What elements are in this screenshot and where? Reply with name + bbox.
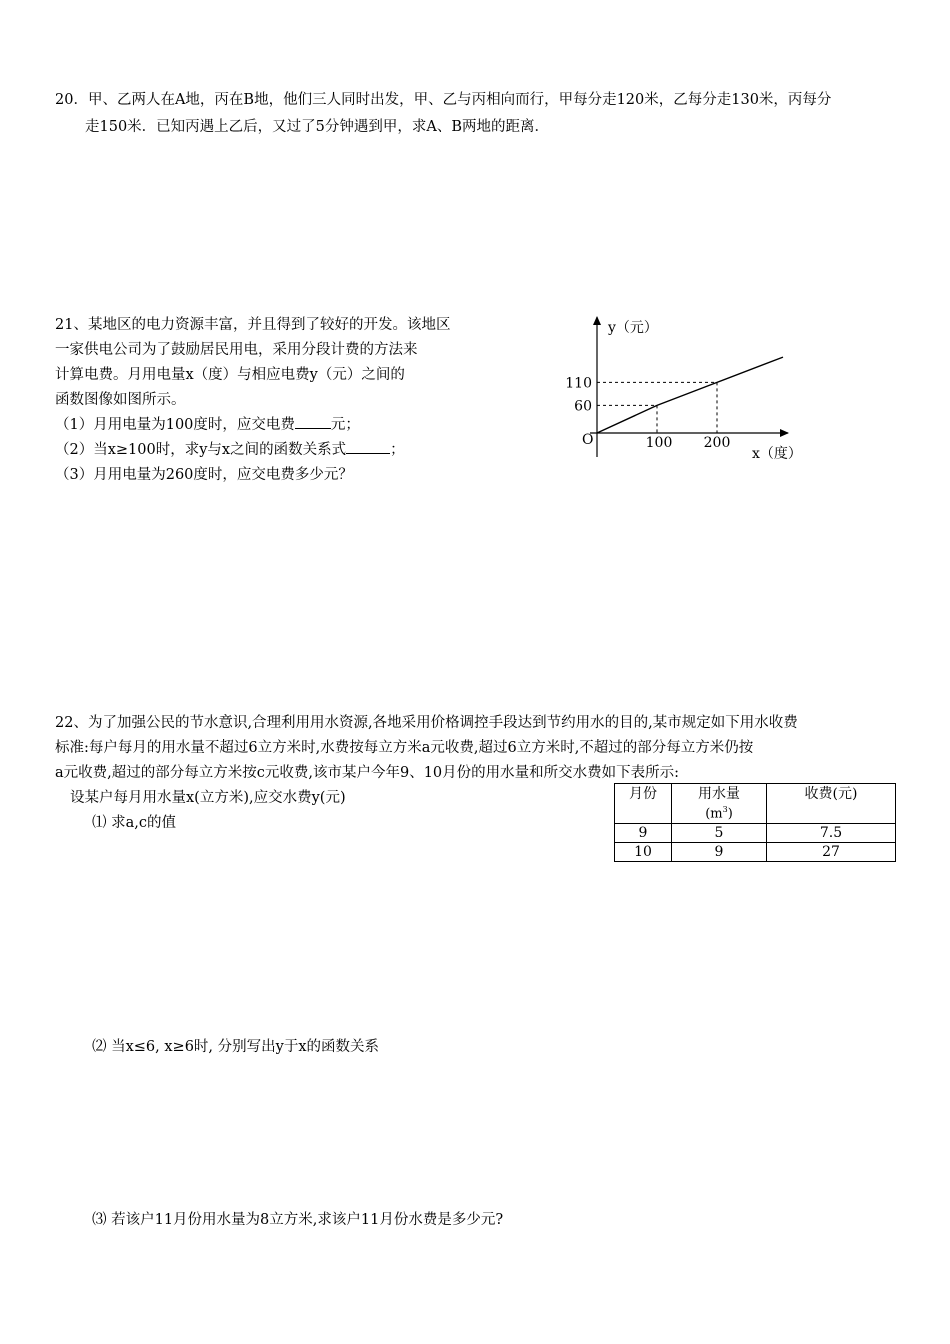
table-header-row	[615, 784, 896, 824]
table-cell: 27	[767, 843, 896, 862]
q21-part1-answer-blank[interactable]	[295, 414, 331, 429]
q21-part1-unit: 元；	[330, 417, 360, 433]
header-month: 月份	[615, 784, 672, 824]
origin-label: O	[582, 432, 594, 448]
table-cell: 9	[672, 843, 767, 862]
q22-stem-line: 标准:每户每月的用水量不超过6立方米时,水费按每立方米a元收费,超过6立方米时,不超过的部分每立方米仍按	[55, 740, 754, 756]
x-axis-label: x（度）	[752, 446, 802, 462]
q22-part1: ⑴ 求a,c的值	[92, 815, 176, 831]
table-row	[615, 824, 896, 843]
q22-setup: 设某户每月用水量x(立方米),应交水费y(元)	[70, 790, 346, 806]
table-cell: 10	[615, 843, 672, 862]
q21-stem-line: 21、某地区的电力资源丰富，并且得到了较好的开发。该地区	[55, 317, 451, 333]
table-row	[615, 843, 896, 862]
q21-part2	[55, 438, 450, 463]
q22-part3: ⑶ 若该户11月份用水量为8立方米,求该户11月份水费是多少元?	[92, 1212, 504, 1228]
q21-part1	[55, 413, 450, 438]
y-axis-label: y（元）	[608, 320, 658, 336]
y-tick-label-110: 110	[565, 375, 592, 392]
q21-part2-text: （2）当x≥100时，求y与x之间的函数关系式	[55, 442, 347, 458]
q20-line1: 20．甲、乙两人在A地，丙在B地，他们三人同时出发，甲、乙与丙相向而行，甲每分走120米，乙每分走130米，丙每分	[55, 92, 832, 108]
q21-stem-line: 函数图像如图所示。	[55, 392, 186, 408]
q21-part2-end: ；	[390, 442, 405, 458]
water-fee-table	[614, 783, 896, 862]
table-cell: 9	[615, 824, 672, 843]
header-water-usage-label: 用水量	[698, 786, 740, 802]
series-line-electricity-fee	[597, 357, 783, 433]
q21-stem-line: 计算电费。月用电量x（度）与相应电费y（元）之间的	[55, 367, 405, 383]
q21-stem-line: 一家供电公司为了鼓励居民用电，采用分段计费的方法来	[55, 342, 418, 358]
q21-part3: （3）月用电量为260度时，应交电费多少元？	[55, 467, 353, 483]
q21-chart	[560, 310, 820, 470]
q21-part2-answer-blank[interactable]	[346, 439, 390, 454]
header-water-usage-unit: $(m^3)$	[705, 805, 733, 822]
q20-line2: 走150米．已知丙遇上乙后，又过了5分钟遇到甲，求A、B两地的距离．	[85, 119, 550, 135]
table-cell: 5	[672, 824, 767, 843]
x-tick-label-200: 200	[703, 435, 731, 451]
q22-stem-line: a元收费,超过的部分每立方米按c元收费,该市某户今年9、10月份的用水量和所交水费如下表所示:	[55, 765, 680, 781]
q22-part2: ⑵ 当x≤6, x≥6时, 分别写出y于x的函数关系	[92, 1039, 380, 1055]
x-tick-label-100: 100	[645, 435, 673, 451]
q21-block	[55, 313, 450, 488]
header-water-usage	[672, 784, 767, 824]
q21-part1-text: （1）月用电量为100度时，应交电费	[55, 417, 295, 433]
q22-block	[55, 711, 798, 786]
header-fee: 收费(元)	[767, 784, 896, 824]
y-tick-label-60: 60	[574, 398, 592, 415]
table-cell: 7.5	[767, 824, 896, 843]
q22-stem-line: 22、为了加强公民的节水意识,合理利用用水资源,各地采用价格调控手段达到节约用水的目的,某市规定如下用水收费	[55, 715, 798, 731]
